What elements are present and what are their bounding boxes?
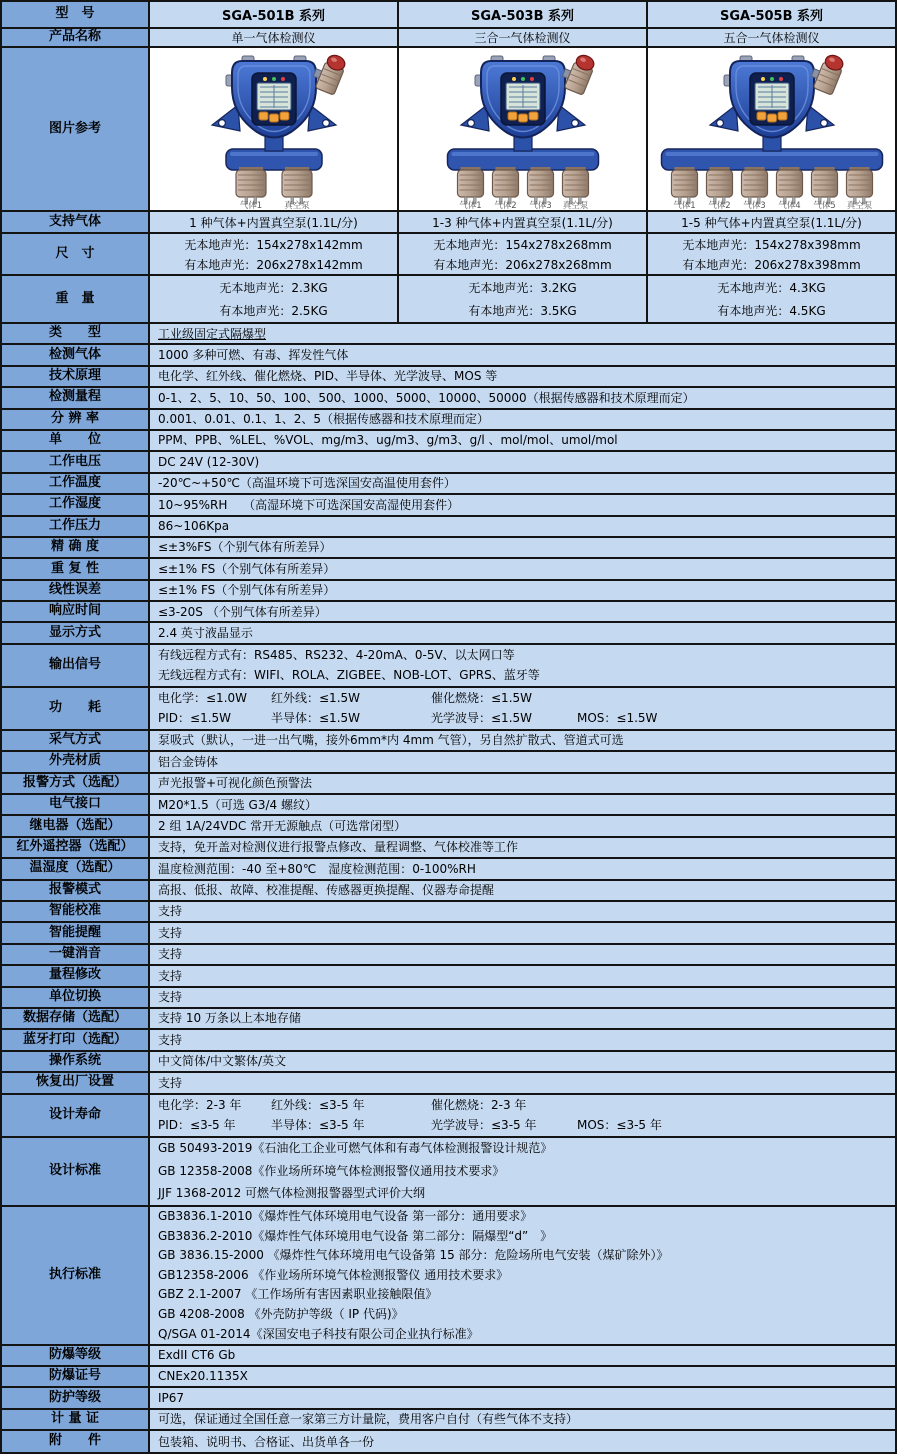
cell-line: 有本地声光：3.5KG <box>468 304 577 318</box>
cell-line: 无本地声光：2.3KG <box>219 281 328 295</box>
cell-metrology-cert <box>150 1410 895 1429</box>
button-middle <box>269 114 278 122</box>
row-label-output-signal: 输出信号 <box>2 645 150 686</box>
row-label-model: 型 号 <box>2 2 150 27</box>
mount-hole-left <box>467 120 474 127</box>
cell-line: 支持 <box>158 947 183 962</box>
cell-line: 无本地声光：154x278x398mm <box>682 237 861 252</box>
cell-dimensions-0 <box>150 234 399 274</box>
button-left <box>508 112 517 120</box>
row-product-name <box>2 29 895 48</box>
cell-line: GB 50493-2019《石油化工企业可燃气体和有毒气体检测报警设计规范》 <box>158 1141 553 1156</box>
button-middle <box>518 114 527 122</box>
cell-weight-1 <box>399 276 648 322</box>
row-explosion-proof-cert <box>2 1367 895 1388</box>
row-factory-reset <box>2 1073 895 1094</box>
row-housing <box>2 752 895 773</box>
cell-power-consumption <box>150 688 895 729</box>
row-label-design-life: 设计寿命 <box>2 1095 150 1136</box>
cell-line: Q/SGA 01-2014《深国安电子科技有限公司企业执行标准》 <box>158 1326 479 1341</box>
row-range <box>2 388 895 409</box>
cell-model-1: SGA-503B 系列 <box>399 2 648 27</box>
row-work-pressure <box>2 517 895 538</box>
row-unit <box>2 431 895 452</box>
cell-one-key-mute <box>150 945 895 964</box>
row-label-smart-calibration: 智能校准 <box>2 902 150 921</box>
row-unit-switch <box>2 988 895 1009</box>
led-red <box>779 77 783 81</box>
cell-image-1 <box>399 48 648 210</box>
mount-hole-left <box>716 120 723 127</box>
row-label-alarm-modes: 报警模式 <box>2 881 150 900</box>
cell-line <box>158 1115 889 1136</box>
cell-line: 支持 <box>158 990 183 1005</box>
cell-image-0 <box>150 48 399 210</box>
sensor-cylinder <box>776 170 802 197</box>
row-accessories <box>2 1431 895 1452</box>
button-middle <box>767 114 776 122</box>
cell-line: 无本地声光：3.2KG <box>468 281 577 295</box>
cell-output-signal <box>150 645 895 686</box>
cell-line: 无本地声光：154x278x142mm <box>184 237 363 252</box>
button-left <box>757 112 766 120</box>
cell-line: 电化学、红外线、催化燃烧、PID、半导体、光学波导、MOS 等 <box>158 369 498 384</box>
cell-line: 支持 <box>158 925 183 940</box>
cell-weight-2 <box>648 276 895 322</box>
sensor-cylinder <box>492 170 518 197</box>
row-electrical-interface <box>2 795 895 816</box>
row-design-life <box>2 1095 895 1138</box>
cell-supported-gases-2: 1-5 种气体+内置真空泵(1.1L/分) <box>648 212 895 232</box>
mount-hole-right <box>322 120 329 127</box>
cell-line: 1000 多种可燃、有毒、挥发性气体 <box>158 347 349 362</box>
row-label-response-time: 响应时间 <box>2 602 150 621</box>
cell-unit-switch <box>150 988 895 1007</box>
cell-line: 泵吸式（默认，一进一出气嘴，接外6mm*内 4mm 气管），另自然扩散式、管道式可选 <box>158 733 624 748</box>
cell-line: DC 24V (12-30V) <box>158 454 260 469</box>
cell-smart-calibration <box>150 902 895 921</box>
row-label-explosion-proof-grade: 防爆等级 <box>2 1346 150 1365</box>
cell-line: PPM、PPB、%LEL、%VOL、mg/m3、ug/m3、g/m3、g/l 、mol/mol、umol/mol <box>158 433 618 448</box>
row-label-detect-gas: 检测气体 <box>2 345 150 364</box>
row-detect-gas <box>2 345 895 366</box>
row-label-accessories: 附 件 <box>2 1431 150 1452</box>
row-type <box>2 324 895 345</box>
row-model <box>2 2 895 29</box>
cell-line: ≤3-20S （个别气体有所差异） <box>158 604 327 619</box>
cell-line: 支持 <box>158 1075 183 1090</box>
sensor-label: 气体4 <box>777 201 801 209</box>
row-power-consumption <box>2 688 895 731</box>
row-label-smart-reminder: 智能提醒 <box>2 923 150 942</box>
cell-line: ≤±1% FS（个别气体有所差异） <box>158 561 336 576</box>
cell-line: 支持 <box>158 1032 183 1047</box>
cell-line: 温度检测范围：-40 至+80℃ 湿度检测范围：0-100%RH <box>158 861 476 876</box>
detector-image <box>151 49 397 209</box>
cell-os <box>150 1052 895 1071</box>
row-label-work-humidity: 工作湿度 <box>2 495 150 514</box>
row-supported-gases <box>2 212 895 234</box>
row-label-ir-remote-optional: 红外遥控器（选配） <box>2 838 150 857</box>
cell-line: 支持 10 万条以上本地存储 <box>158 1011 301 1026</box>
cell-housing <box>150 752 895 771</box>
row-label-design-standard: 设计标准 <box>2 1138 150 1205</box>
sensor-label: 气体1 <box>672 201 696 209</box>
cell-model-0: SGA-501B 系列 <box>150 2 399 27</box>
sensor-cylinder <box>706 170 732 197</box>
sensor-cylinder <box>236 170 266 197</box>
row-label-technology: 技术原理 <box>2 367 150 386</box>
sensor-label: 真空泵 <box>283 201 310 209</box>
row-data-storage-optional <box>2 1009 895 1030</box>
row-weight <box>2 276 895 324</box>
cell-line <box>158 708 889 729</box>
row-os <box>2 1052 895 1073</box>
cell-line: 0-1、2、5、10、50、100、500、1000、5000、10000、50000（根据传感器和技术原理而定） <box>158 390 695 405</box>
cell-line: GB 3836.15-2000 《爆炸性气体环境用电气设备第 15 部分：危险场所电气安装（煤矿除外）》 <box>158 1248 669 1263</box>
row-ir-remote-optional <box>2 838 895 859</box>
row-label-one-key-mute: 一键消音 <box>2 945 150 964</box>
row-label-data-storage-optional: 数据存储（选配） <box>2 1009 150 1028</box>
button-right <box>280 112 289 120</box>
cell-data-storage-optional <box>150 1009 895 1028</box>
cell-unit <box>150 431 895 450</box>
cell-line: ≤±3%FS（个别气体有所差异） <box>158 540 332 555</box>
row-execution-standard <box>2 1207 895 1346</box>
row-label-protection-grade: 防护等级 <box>2 1388 150 1407</box>
cell-response-time <box>150 602 895 621</box>
sensor-label: 真空泵 <box>846 201 872 209</box>
cell-product-name-1: 三合一气体检测仪 <box>399 29 648 46</box>
row-image-reference <box>2 48 895 212</box>
row-smart-calibration <box>2 902 895 923</box>
cell-line: CNEx20.1135X <box>158 1369 248 1384</box>
cell-weight-0 <box>150 276 399 322</box>
cell-line: 有本地声光：206x278x142mm <box>184 257 363 272</box>
cell-line: 有本地声光：2.5KG <box>219 304 328 318</box>
cell-display <box>150 623 895 642</box>
cell-type <box>150 324 895 343</box>
row-repeatability <box>2 559 895 580</box>
cell-relay-optional <box>150 816 895 835</box>
cell-line: 2.4 英寸液晶显示 <box>158 625 253 640</box>
sensor-cylinder <box>741 170 767 197</box>
row-output-signal <box>2 645 895 688</box>
row-label-supported-gases: 支持气体 <box>2 212 150 232</box>
cell-line: GB3836.1-2010《爆炸性气体环境用电气设备 第一部分：通用要求》 <box>158 1209 533 1224</box>
segment: 半导体：≤3-5 年 <box>271 1118 365 1133</box>
row-work-humidity <box>2 495 895 516</box>
cell-line: ExdII CT6 Gb <box>158 1348 236 1363</box>
cell-line: GB3836.2-2010《爆炸性气体环境用电气设备 第二部分：隔爆型“d” 》 <box>158 1228 553 1243</box>
row-label-temp-humidity-optional: 温湿度（选配） <box>2 859 150 878</box>
cell-line: 无线远程方式有：WIFI、ROLA、ZIGBEE、NOB-LOT、GPRS、蓝牙等 <box>158 668 540 683</box>
cell-line: 有本地声光：4.5KG <box>717 304 826 318</box>
row-label-voltage: 工作电压 <box>2 452 150 471</box>
row-label-relay-optional: 继电器（选配） <box>2 816 150 835</box>
row-response-time <box>2 602 895 623</box>
cell-design-life <box>150 1095 895 1136</box>
segment: MOS：≤1.5W <box>577 711 658 726</box>
led-red <box>530 77 534 81</box>
cell-line: GB 12358-2008《作业场所环境气体检测报警仪通用技术要求》 <box>158 1163 505 1178</box>
row-label-housing: 外壳材质 <box>2 752 150 771</box>
sensor-cylinder <box>457 170 483 197</box>
row-label-range-modify: 量程修改 <box>2 966 150 985</box>
cell-line: 可选，保证通过全国任意一家第三方计量院，费用客户自付（有些气体不支持） <box>158 1412 579 1427</box>
cell-detect-gas <box>150 345 895 364</box>
row-label-unit-switch: 单位切换 <box>2 988 150 1007</box>
led-red <box>281 77 285 81</box>
cell-line: 支持，免开盖对检测仪进行报警点修改、量程调整、气体校准等工作 <box>158 840 519 855</box>
segment: 红外线：≤3-5 年 <box>271 1097 365 1112</box>
row-label-electrical-interface: 电气接口 <box>2 795 150 814</box>
cell-execution-standard <box>150 1207 895 1344</box>
cell-ir-remote-optional <box>150 838 895 857</box>
cell-range-modify <box>150 966 895 985</box>
cell-alarm-mode-optional <box>150 774 895 793</box>
sensor-cylinder <box>527 170 553 197</box>
cell-work-pressure <box>150 517 895 536</box>
cell-line: 支持 <box>158 904 183 919</box>
row-label-explosion-proof-cert: 防爆证号 <box>2 1367 150 1386</box>
row-label-power-consumption: 功 耗 <box>2 688 150 729</box>
cell-voltage <box>150 452 895 471</box>
cell-linearity <box>150 581 895 600</box>
row-label-range: 检测量程 <box>2 388 150 407</box>
mount-hole-left <box>218 120 225 127</box>
cell-dimensions-2 <box>648 234 895 274</box>
cell-line: -20℃~+50℃（高温环境下可选深国安高温使用套件） <box>158 476 456 491</box>
row-label-accuracy: 精 确 度 <box>2 538 150 557</box>
cell-dimensions-1 <box>399 234 648 274</box>
led-green <box>272 77 276 81</box>
row-design-standard <box>2 1138 895 1207</box>
sensor-label: 气体1 <box>458 201 482 209</box>
segment: 催化燃烧：2-3 年 <box>431 1097 527 1112</box>
segment: 光学波导：≤1.5W <box>431 711 533 726</box>
segment: 红外线：≤1.5W <box>271 690 361 705</box>
cell-line: 无本地声光：4.3KG <box>717 281 826 295</box>
cell-line: 86~106Kpa <box>158 519 230 534</box>
button-left <box>259 112 268 120</box>
cell-line: 无本地声光：154x278x268mm <box>433 237 612 252</box>
row-label-work-temp: 工作温度 <box>2 474 150 493</box>
sensor-cylinder <box>282 170 312 197</box>
cell-line: GB12358-2006 《作业场所环境气体检测报警仪 通用技术要求》 <box>158 1267 509 1282</box>
cell-accessories <box>150 1431 895 1452</box>
led-yellow <box>512 77 516 81</box>
cell-electrical-interface <box>150 795 895 814</box>
cell-supported-gases-1: 1-3 种气体+内置真空泵(1.1L/分) <box>399 212 648 232</box>
mount-hole-right <box>571 120 578 127</box>
mount-hole-right <box>820 120 827 127</box>
cell-accuracy <box>150 538 895 557</box>
cell-line: GB 4208-2008 《外壳防护等级（ IP 代码)》 <box>158 1306 404 1321</box>
cell-line: 声光报警+可视化颜色预警法 <box>158 776 313 791</box>
segment: PID：≤1.5W <box>158 711 232 726</box>
sensor-label: 气体1 <box>239 201 262 209</box>
row-bluetooth-print-optional <box>2 1030 895 1051</box>
detector-image <box>400 49 646 209</box>
row-alarm-mode-optional <box>2 774 895 795</box>
row-label-type: 类 型 <box>2 324 150 343</box>
row-label-repeatability: 重 复 性 <box>2 559 150 578</box>
button-right <box>778 112 787 120</box>
row-smart-reminder <box>2 923 895 944</box>
led-yellow <box>263 77 267 81</box>
segment: 电化学：2-3 年 <box>158 1097 242 1112</box>
cell-line: 2 组 1A/24VDC 常开无源触点（可选常闭型） <box>158 818 407 833</box>
sensor-cylinder <box>671 170 697 197</box>
row-dimensions <box>2 234 895 276</box>
cell-line: GBZ 2.1-2007 《工作场所有害因素职业接触限值》 <box>158 1287 438 1302</box>
cell-sampling <box>150 731 895 750</box>
cell-line: 铝合金铸体 <box>158 754 219 769</box>
cell-explosion-proof-cert <box>150 1367 895 1386</box>
segment: 光学波导：≤3-5 年 <box>431 1118 537 1133</box>
row-technology <box>2 367 895 388</box>
row-resolution <box>2 410 895 431</box>
segment: MOS：≤3-5 年 <box>577 1118 662 1133</box>
row-range-modify <box>2 966 895 987</box>
row-voltage <box>2 452 895 473</box>
cell-line <box>158 688 889 709</box>
row-label-resolution: 分 辨 率 <box>2 410 150 429</box>
cell-line: 0.001、0.01、0.1、1、2、5（根据传感器和技术原理而定） <box>158 412 490 427</box>
segment: 半导体：≤1.5W <box>271 711 361 726</box>
sensor-cylinder <box>562 170 588 197</box>
cell-product-name-2: 五合一气体检测仪 <box>648 29 895 46</box>
row-work-temp <box>2 474 895 495</box>
cell-work-temp <box>150 474 895 493</box>
segment: 电化学：≤1.0W <box>158 690 248 705</box>
led-green <box>770 77 774 81</box>
cell-work-humidity <box>150 495 895 514</box>
row-display <box>2 623 895 644</box>
sensor-label: 气体3 <box>742 201 766 209</box>
cell-line: 支持 <box>158 968 183 983</box>
row-metrology-cert <box>2 1410 895 1431</box>
sensor-cylinder <box>811 170 837 197</box>
cell-line: JJF 1368-2012 可燃气体检测报警器型式评价大纲 <box>158 1186 426 1201</box>
row-relay-optional <box>2 816 895 837</box>
cell-product-name-0: 单一气体检测仪 <box>150 29 399 46</box>
row-label-os: 操作系统 <box>2 1052 150 1071</box>
cell-model-2: SGA-505B 系列 <box>648 2 895 27</box>
row-label-execution-standard: 执行标准 <box>2 1207 150 1344</box>
cell-line: 中文简体/中文繁体/英文 <box>158 1054 287 1069</box>
row-linearity <box>2 581 895 602</box>
cell-line: 高报、低报、故障、校准提醒、传感器更换提醒、仪器寿命提醒 <box>158 883 495 898</box>
cell-factory-reset <box>150 1073 895 1092</box>
cell-line: IP67 <box>158 1390 185 1405</box>
segment: 催化燃烧：≤1.5W <box>431 690 533 705</box>
row-label-dimensions: 尺 寸 <box>2 234 150 274</box>
row-label-factory-reset: 恢复出厂设置 <box>2 1073 150 1092</box>
cell-line: 有本地声光：206x278x268mm <box>433 257 612 272</box>
cell-line: 包装箱、说明书、合格证、出货单各一份 <box>158 1434 375 1449</box>
cell-repeatability <box>150 559 895 578</box>
cell-resolution <box>150 410 895 429</box>
cell-alarm-modes <box>150 881 895 900</box>
cell-design-standard <box>150 1138 895 1205</box>
cell-line: M20*1.5（可选 G3/4 螺纹） <box>158 797 317 812</box>
cell-smart-reminder <box>150 923 895 942</box>
row-label-alarm-mode-optional: 报警方式（选配） <box>2 774 150 793</box>
row-label-weight: 重 量 <box>2 276 150 322</box>
cell-line: ≤±1% FS（个别气体有所差异） <box>158 583 336 598</box>
row-label-linearity: 线性误差 <box>2 581 150 600</box>
sensor-label: 真空泵 <box>562 201 588 209</box>
cell-explosion-proof-grade <box>150 1346 895 1365</box>
row-one-key-mute <box>2 945 895 966</box>
row-label-bluetooth-print-optional: 蓝牙打印（选配） <box>2 1030 150 1049</box>
row-label-unit: 单 位 <box>2 431 150 450</box>
row-label-metrology-cert: 计 量 证 <box>2 1410 150 1429</box>
cell-line: 工业级固定式隔爆型 <box>158 326 267 341</box>
sensor-label: 气体5 <box>812 201 836 209</box>
cell-line: 10~95%RH （高湿环境下可选深国安高湿使用套件） <box>158 497 460 512</box>
cell-temp-humidity-optional <box>150 859 895 878</box>
cell-technology <box>150 367 895 386</box>
button-right <box>529 112 538 120</box>
cell-line: 有本地声光：206x278x398mm <box>682 257 861 272</box>
row-explosion-proof-grade <box>2 1346 895 1367</box>
cell-range <box>150 388 895 407</box>
row-temp-humidity-optional <box>2 859 895 880</box>
detector-image <box>649 49 895 209</box>
sensor-cylinder <box>846 170 872 197</box>
segment: PID：≤3-5 年 <box>158 1118 236 1133</box>
led-yellow <box>761 77 765 81</box>
sensor-label: 气体3 <box>528 201 552 209</box>
cell-protection-grade <box>150 1388 895 1407</box>
row-accuracy <box>2 538 895 559</box>
cell-supported-gases-0: 1 种气体+内置真空泵(1.1L/分) <box>150 212 399 232</box>
cell-bluetooth-print-optional <box>150 1030 895 1049</box>
row-label-sampling: 采气方式 <box>2 731 150 750</box>
led-green <box>521 77 525 81</box>
row-label-product-name: 产品名称 <box>2 29 150 46</box>
row-label-image-reference: 图片参考 <box>2 48 150 210</box>
row-label-display: 显示方式 <box>2 623 150 642</box>
row-sampling <box>2 731 895 752</box>
row-alarm-modes <box>2 881 895 902</box>
cell-line: 有线远程方式有：RS485、RS232、4-20mA、0-5V、以太网口等 <box>158 647 515 662</box>
sensor-label: 气体2 <box>707 201 731 209</box>
cell-line <box>158 1095 889 1116</box>
cell-image-2 <box>648 48 895 210</box>
sensor-label: 气体2 <box>493 201 517 209</box>
row-label-work-pressure: 工作压力 <box>2 517 150 536</box>
row-protection-grade <box>2 1388 895 1409</box>
